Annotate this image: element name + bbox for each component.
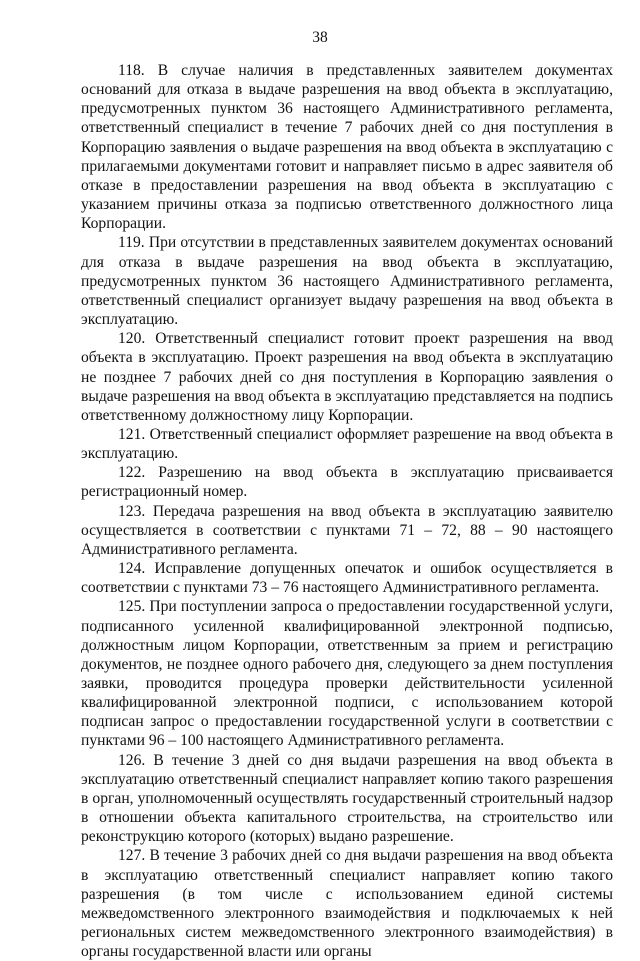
paragraph-119: 119. При отсутствии в представленных заявителем документах оснований для отказа в выдаче разрешения на ввод объекта в эксплуатацию, предусмотренных пунктом 36 настоящего Административного регламента, ответственный специалист организует выдачу разрешения на ввод объекта в эксплуатацию.: [81, 234, 613, 329]
paragraph-122: 122. Разрешению на ввод объекта в эксплуатацию присваивается регистрационный номер.: [81, 464, 613, 501]
paragraph-120: 120. Ответственный специалист готовит проект разрешения на ввод объекта в эксплуатацию. Проект разрешения на ввод объекта в эксплуатацию не позднее 7 рабочих дней со дня поступления в Корпорацию заявления о выдаче разрешения на ввод объекта в эксплуатацию представляется на подпись ответственному должностному лицу Корпорации.: [81, 330, 613, 424]
document-body: [81, 61, 613, 961]
paragraph-118: 118. В случае наличия в представленных заявителем документах оснований для отказа в выдаче разрешения на ввод объекта в эксплуатацию, предусмотренных пунктом 36 настоящего Административного регламента, ответственный специалист в течение 7 рабочих дней со дня поступления в Корпорацию заявления о выдаче разрешения на ввод объекта в эксплуатацию с прилагаемыми документами готовит и направляет письмо в адрес заявителя об отказе в предоставлении разрешения на ввод объекта в эксплуатацию с указанием причины отказа за подписью ответственного должностного лица Корпорации.: [81, 62, 613, 233]
paragraph-121: 121. Ответственный специалист оформляет разрешение на ввод объекта в эксплуатацию.: [81, 425, 613, 463]
paragraph-125: 125. При поступлении запроса о предоставлении государственной услуги, подписанного усиленной квалифицированной электронной подписью, должностным лицом Корпорации, ответственным за прием и регистрацию документов, не позднее одного рабочего дня, следующего за днем поступления заявки, проводится процедура проверки действительности усиленной квалифицированной электронной подписи, с использованием которой подписан запрос о предоставлении государственной услуги в соответствии с пунктами 96 – 100 настоящего Административного регламента.: [81, 598, 613, 750]
paragraph-123: 123. Передача разрешения на ввод объекта в эксплуатацию заявителю осуществляется в соответствии с пунктами 71 – 72, 88 – 90 настоящего Административного регламента.: [81, 502, 613, 558]
paragraph-126: 126. В течение 3 дней со дня выдачи разрешения на ввод объекта в эксплуатацию ответственный специалист направляет копию такого разрешения в орган, уполномоченный осуществлять государственный строительный надзор в отношении объекта капитального строительства, на строительство или реконструкцию которого (которых) выдано разрешение.: [81, 751, 613, 846]
paragraph-127: 127. В течение 3 рабочих дней со дня выдачи разрешения на ввод объекта в эксплуатацию ответственный специалист направляет копию такого разрешения (в том числе с использованием единой системы межведомственного электронного взаимодействия и подключаемых к ней региональных систем межведомственного электронного взаимодействия) в органы государственной власти или органы: [81, 847, 613, 961]
paragraph-124: 124. Исправление допущенных опечаток и ошибок осуществляется в соответствии с пунктами 73 – 76 настоящего Административного регламента.: [81, 560, 613, 597]
page-number: 38: [312, 29, 328, 46]
